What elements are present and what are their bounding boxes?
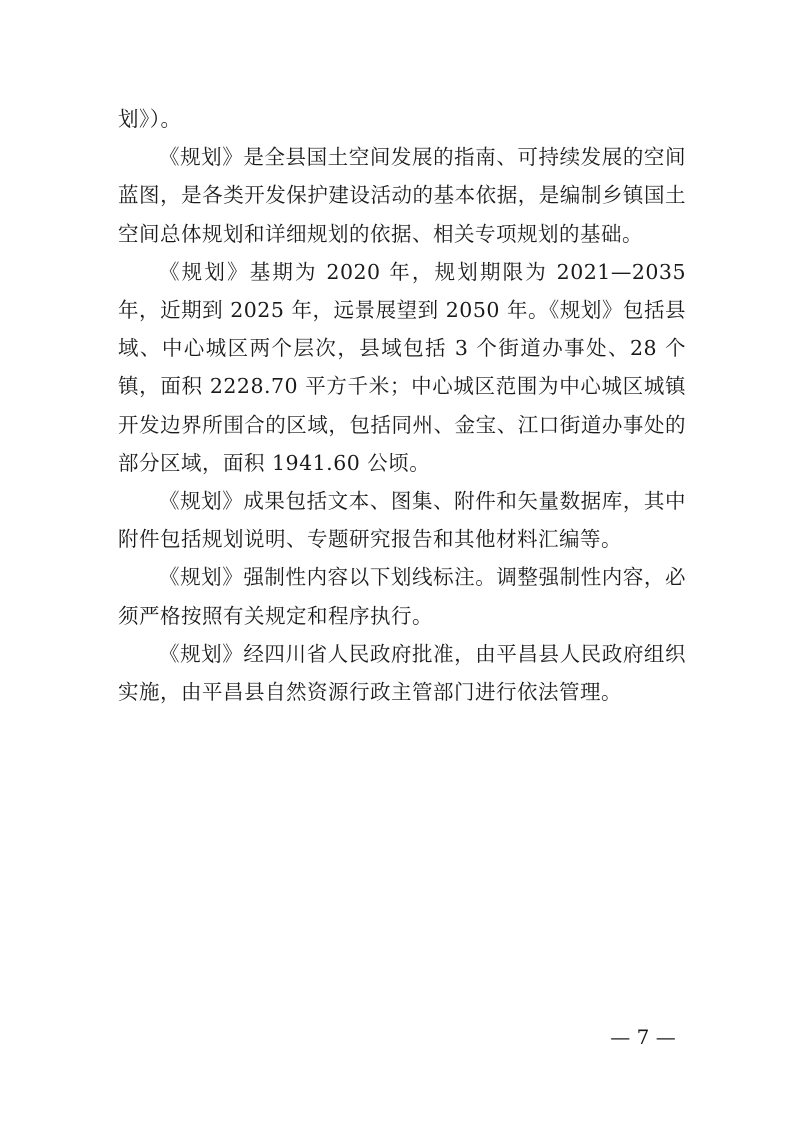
page-number: — 7 — [610,1025,676,1049]
paragraph-deliverables: 《规划》成果包括文本、图集、附件和矢量数据库，其中附件包括规划说明、专题研究报告和其他材料汇编等。 [118,489,686,552]
paragraph-continuation: 划》）。 [118,107,182,131]
paragraph-planning-period: 《规划》基期为 2020 年，规划期限为 2021—2035 年，近期到 2025 年，远景展望到 2050 年。《规划》包括县域、中心城区两个层次，县域包括 3 个街道办事处、28 个镇，面积 2228.70 平方千米；中心城区范围为中心城区城镇开发边界所围合的区域，包括同州、金宝、江口街道办事处的部分区域，面积 1941.60 公顷。 [118,259,686,475]
paragraph-approval: 《规划》经四川省人民政府批准，由平昌县人民政府组织实施，由平昌县自然资源行政主管部门进行依法管理。 [118,641,686,705]
paragraph-purpose: 《规划》是全县国土空间发展的指南、可持续发展的空间蓝图，是各类开发保护建设活动的基本依据，是编制乡镇国土空间总体规划和详细规划的依据、相关专项规划的基础。 [118,145,686,246]
document-body [118,100,686,711]
paragraph-mandatory-content: 《规划》强制性内容以下划线标注。调整强制性内容，必须严格按照有关规定和程序执行。 [118,565,686,628]
